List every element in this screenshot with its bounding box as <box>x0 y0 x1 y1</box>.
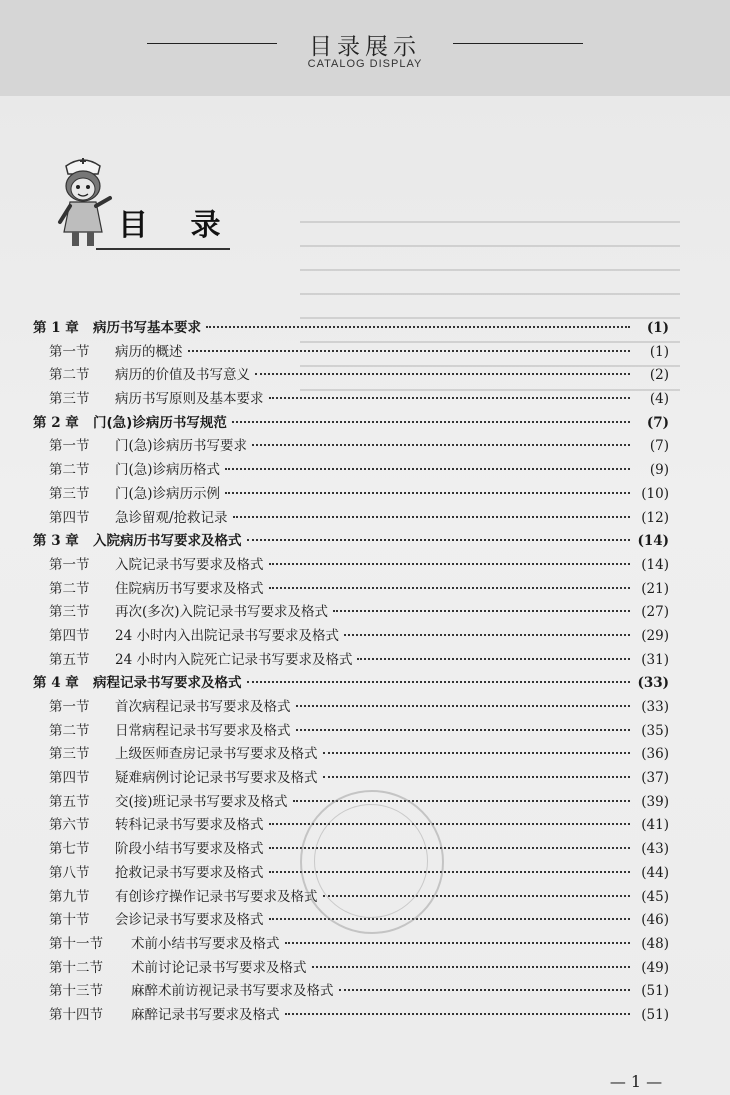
toc-entry-page: (44) <box>641 864 669 881</box>
toc-entry-page: (36) <box>641 746 669 763</box>
toc-entry-number: 第一节 <box>49 699 90 715</box>
dot-leader <box>357 657 630 660</box>
dot-leader <box>269 586 631 589</box>
toc-entry-page: (7) <box>649 438 669 455</box>
toc-entry-page: (46) <box>641 912 669 929</box>
toc-entry-page: (48) <box>641 935 669 952</box>
toc-entry-page: (12) <box>641 509 669 526</box>
toc-section-row <box>33 766 669 790</box>
toc-entry-page: (9) <box>649 462 669 479</box>
toc-entry-page: (14) <box>641 556 669 573</box>
dot-leader <box>285 941 631 944</box>
toc-section-row <box>33 387 669 411</box>
toc-entry-title: 有创诊疗操作记录书写要求及格式 <box>115 888 318 905</box>
toc-section-row <box>33 434 669 458</box>
toc-entry-page: (27) <box>641 604 669 621</box>
toc-entry-title: 门(急)诊病历书写规范 <box>93 414 227 431</box>
toc-chapter-row <box>33 671 669 695</box>
toc-entry-title: 病历书写原则及基本要求 <box>115 391 264 408</box>
toc-entry-number: 第三节 <box>49 746 90 763</box>
toc-heading: 目 录 <box>118 208 237 243</box>
toc-section-row <box>33 742 669 766</box>
dot-leader <box>296 704 631 707</box>
dot-leader <box>225 467 630 470</box>
toc-entry-title: 门(急)诊病历格式 <box>115 462 221 479</box>
toc-entry-page: (49) <box>641 959 669 976</box>
toc-chapter-row <box>33 529 669 553</box>
nurse-mascot-icon <box>48 152 118 252</box>
dot-leader <box>269 562 631 565</box>
toc-section-row <box>33 719 669 743</box>
dot-leader <box>247 538 631 541</box>
dot-leader <box>233 515 630 518</box>
toc-section-row <box>33 363 669 387</box>
toc-entry-title: 术前讨论记录书写要求及格式 <box>131 959 307 976</box>
dot-leader <box>188 349 631 352</box>
toc-entry-page: (35) <box>641 722 669 739</box>
toc-entry-number: 第七节 <box>49 841 90 858</box>
toc-entry-title: 入院病历书写要求及格式 <box>93 533 242 550</box>
toc-entry-page: (51) <box>641 1006 669 1023</box>
dot-leader <box>344 633 630 636</box>
toc-entry-number: 第五节 <box>49 651 90 668</box>
toc-section-row <box>33 624 669 648</box>
toc-entry-number: 第四节 <box>49 509 90 526</box>
toc-entry-page: (14) <box>637 533 669 550</box>
toc-entry-number: 第一节 <box>49 556 90 573</box>
toc-entry-title: 再次(多次)入院记录书写要求及格式 <box>115 604 329 621</box>
toc-chapter-row <box>33 316 669 340</box>
page-number: — 1 — <box>609 1072 663 1091</box>
toc-entry-page: (21) <box>641 580 669 597</box>
toc-section-row <box>33 482 669 506</box>
dot-leader <box>206 325 630 328</box>
toc-entry-page: (41) <box>641 817 669 834</box>
toc-entry-number: 第二节 <box>49 367 90 384</box>
toc-entry-title: 交(接)班记录书写要求及格式 <box>115 793 288 810</box>
toc-entry-page: (7) <box>646 414 669 431</box>
toc-entry-page: (51) <box>641 983 669 1000</box>
toc-section-row <box>33 506 669 530</box>
toc-section-row <box>33 600 669 624</box>
toc-entry-number: 第五节 <box>49 793 90 810</box>
toc-entry-number: 第三节 <box>49 604 90 621</box>
dot-leader <box>232 420 630 423</box>
toc-entry-number: 第十二节 <box>49 959 103 976</box>
toc-section-row <box>33 1003 669 1027</box>
toc-entry-number: 第十一节 <box>49 935 103 952</box>
banner-title: 目录展示 <box>309 34 421 60</box>
dot-leader <box>333 609 630 612</box>
toc-entry-page: (1) <box>646 320 669 336</box>
heading-underline <box>96 248 230 250</box>
toc-entry-title: 24 小时内入出院记录书写要求及格式 <box>115 627 339 644</box>
toc-entry-page: (29) <box>641 627 669 644</box>
toc-entry-page: (31) <box>641 651 669 668</box>
dot-leader <box>296 728 631 731</box>
toc-entry-title: 术前小结书写要求及格式 <box>131 935 280 952</box>
banner-subtitle: CATALOG DISPLAY <box>307 58 423 70</box>
toc-entry-page: (2) <box>649 367 669 384</box>
toc-entry-title: 麻醉记录书写要求及格式 <box>131 1006 280 1023</box>
dot-leader <box>323 751 631 754</box>
toc-entry-title: 24 小时内入院死亡记录书写要求及格式 <box>115 651 353 668</box>
toc-entry-number: 第 2 章 <box>33 414 79 431</box>
toc-entry-title: 抢救记录书写要求及格式 <box>115 864 264 881</box>
dot-leader <box>323 775 631 778</box>
toc-entry-number: 第二节 <box>49 722 90 739</box>
dot-leader <box>269 396 631 399</box>
toc-entry-title: 病历书写基本要求 <box>93 320 201 336</box>
toc-entry-title: 住院病历书写要求及格式 <box>115 580 264 597</box>
toc-entry-page: (33) <box>641 699 669 715</box>
dot-leader <box>312 965 631 968</box>
toc-entry-title: 阶段小结书写要求及格式 <box>115 841 264 858</box>
toc-entry-title: 病程记录书写要求及格式 <box>93 675 242 692</box>
toc-entry-page: (45) <box>641 888 669 905</box>
toc-entry-page: (10) <box>641 485 669 502</box>
toc-chapter-row <box>33 411 669 435</box>
catalog-banner <box>0 0 730 96</box>
toc-entry-number: 第二节 <box>49 462 90 479</box>
toc-entry-page: (1) <box>649 343 669 360</box>
dot-leader <box>255 372 630 375</box>
dot-leader <box>247 680 631 683</box>
toc-entry-number: 第一节 <box>49 438 90 455</box>
dot-leader <box>285 1012 631 1015</box>
toc-entry-number: 第十四节 <box>49 1006 103 1023</box>
toc-section-row <box>33 340 669 364</box>
toc-entry-page: (4) <box>649 391 669 408</box>
toc-entry-number: 第六节 <box>49 817 90 834</box>
toc-entry-number: 第 1 章 <box>33 320 79 336</box>
dot-leader <box>269 917 631 920</box>
toc-entry-title: 麻醉术前访视记录书写要求及格式 <box>131 983 334 1000</box>
toc-entry-number: 第八节 <box>49 864 90 881</box>
toc-section-row <box>33 979 669 1003</box>
toc-entry-number: 第三节 <box>49 391 90 408</box>
toc-entry-number: 第二节 <box>49 580 90 597</box>
toc-entry-number: 第四节 <box>49 627 90 644</box>
dot-leader <box>339 988 631 991</box>
toc-entry-title: 首次病程记录书写要求及格式 <box>115 699 291 715</box>
toc-entry-number: 第四节 <box>49 770 90 787</box>
toc-entry-number: 第九节 <box>49 888 90 905</box>
toc-entry-title: 病历的概述 <box>115 343 183 360</box>
toc-entry-page: (43) <box>641 841 669 858</box>
toc-entry-number: 第 4 章 <box>33 675 79 692</box>
toc-entry-number: 第十三节 <box>49 983 103 1000</box>
toc-section-row <box>33 553 669 577</box>
toc-entry-page: (37) <box>641 770 669 787</box>
toc-entry-number: 第三节 <box>49 485 90 502</box>
toc-entry-title: 病历的价值及书写意义 <box>115 367 250 384</box>
toc-entry-title: 门(急)诊病历书写要求 <box>115 438 248 455</box>
toc-entry-title: 日常病程记录书写要求及格式 <box>115 722 291 739</box>
toc-entry-title: 门(急)诊病历示例 <box>115 485 221 502</box>
toc-entry-title: 会诊记录书写要求及格式 <box>115 912 264 929</box>
dot-leader <box>225 491 630 494</box>
toc-section-row <box>33 695 669 719</box>
toc-section-row <box>33 648 669 672</box>
toc-entry-number: 第一节 <box>49 343 90 360</box>
toc-entry-title: 上级医师查房记录书写要求及格式 <box>115 746 318 763</box>
toc-entry-number: 第 3 章 <box>33 533 79 550</box>
dot-leader <box>252 443 630 446</box>
toc-entry-title: 疑难病例讨论记录书写要求及格式 <box>115 770 318 787</box>
toc-section-row <box>33 577 669 601</box>
toc-entry-page: (33) <box>637 675 669 692</box>
toc-section-row <box>33 956 669 980</box>
toc-entry-title: 转科记录书写要求及格式 <box>115 817 264 834</box>
toc-entry-page: (39) <box>641 793 669 810</box>
toc-entry-number: 第十节 <box>49 912 90 929</box>
toc-section-row <box>33 932 669 956</box>
toc-entry-title: 急诊留观/抢救记录 <box>115 509 228 526</box>
toc-section-row <box>33 458 669 482</box>
watermark-stamp <box>300 790 444 934</box>
toc-entry-title: 入院记录书写要求及格式 <box>115 556 264 573</box>
